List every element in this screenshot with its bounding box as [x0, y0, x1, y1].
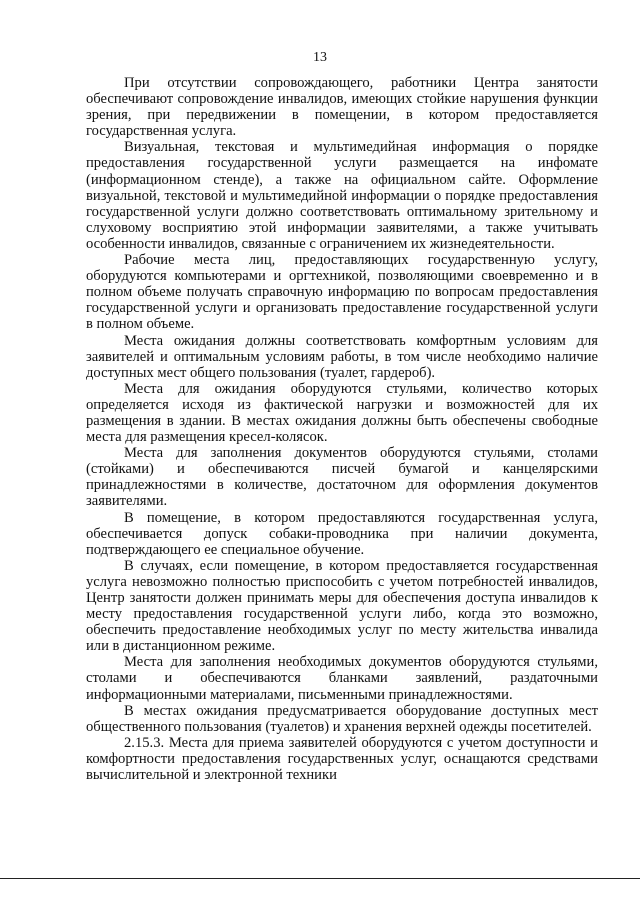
- paragraph: Места ожидания должны соответствовать комфортным условиям для заявителей и оптимальным условиям работы, в том числе необходимо наличие доступных мест общего пользования (туалет, гардероб).: [86, 332, 598, 381]
- paragraph: В случаях, если помещение, в котором предоставляется государственная услуга невозможно полностью приспособить с учетом потребностей инвалидов, Центр занятости должен принимать меры для обеспечения доступа инвалидов к месту предоставления государственной услуги либо, когда это возможно, обеспечить предоставление необходимых услуг по месту жительства инвалида или в дистанционном режиме.: [86, 557, 598, 655]
- paragraph: Визуальная, текстовая и мультимедийная информация о порядке предоставления государственной услуги размещается на инфомате (информационном стенде), а также на официальном сайте. Оформление визуальной, текстовой и мультимедийной информации о порядке предоставления государственной услуги должно соответствовать оптимальному зрительному и слуховому восприятию этой информации заявителями, а также учитывать особенности инвалидов, связанные с ограничением их жизнедеятельности.: [86, 139, 598, 252]
- bottom-rule: [0, 878, 640, 879]
- page-number: 13: [313, 50, 327, 65]
- paragraph: В местах ожидания предусматривается оборудование доступных мест общественного пользования (туалетов) и хранения верхней одежды посетителей.: [86, 702, 598, 735]
- paragraph-last: 2.15.3. Места для приема заявителей оборудуются с учетом доступности и комфортности предоставления государственных услуг, оснащаются средствами вычислительной и электронной техники: [86, 734, 598, 784]
- paragraph: Места для заполнения документов оборудуются стульями, столами (стойками) и обеспечиваются писчей бумагой и канцелярскими принадлежностями в количестве, достаточном для оформления документов заявителями.: [86, 445, 598, 510]
- paragraph: Места для ожидания оборудуются стульями, количество которых определяется исходя из фактической нагрузки и возможностей для их размещения в здании. В местах ожидания должны быть обеспечены свободные места для размещения кресел-колясок.: [86, 380, 598, 446]
- paragraph: В помещение, в котором предоставляются государственная услуга, обеспечивается допуск собаки-проводника при наличии документа, подтверждающего ее специальное обучение.: [86, 509, 598, 558]
- paragraph: При отсутствии сопровождающего, работники Центра занятости обеспечивают сопровождение инвалидов, имеющих стойкие нарушения функции зрения, при передвижении в помещении, в котором предоставляется государственная услуга.: [86, 75, 598, 140]
- paragraph: Места для заполнения необходимых документов оборудуются стульями, столами и обеспечиваются бланками заявлений, раздаточными информационными материалами, письменными принадлежностями.: [86, 654, 598, 703]
- document-body: [86, 75, 598, 783]
- paragraph: Рабочие места лиц, предоставляющих государственную услугу, оборудуются компьютерами и оргтехникой, позволяющими своевременно и в полном объеме получать справочную информацию по вопросам предоставления государственной услуги и организовать предоставление государственной услуги в полном объеме.: [86, 252, 598, 333]
